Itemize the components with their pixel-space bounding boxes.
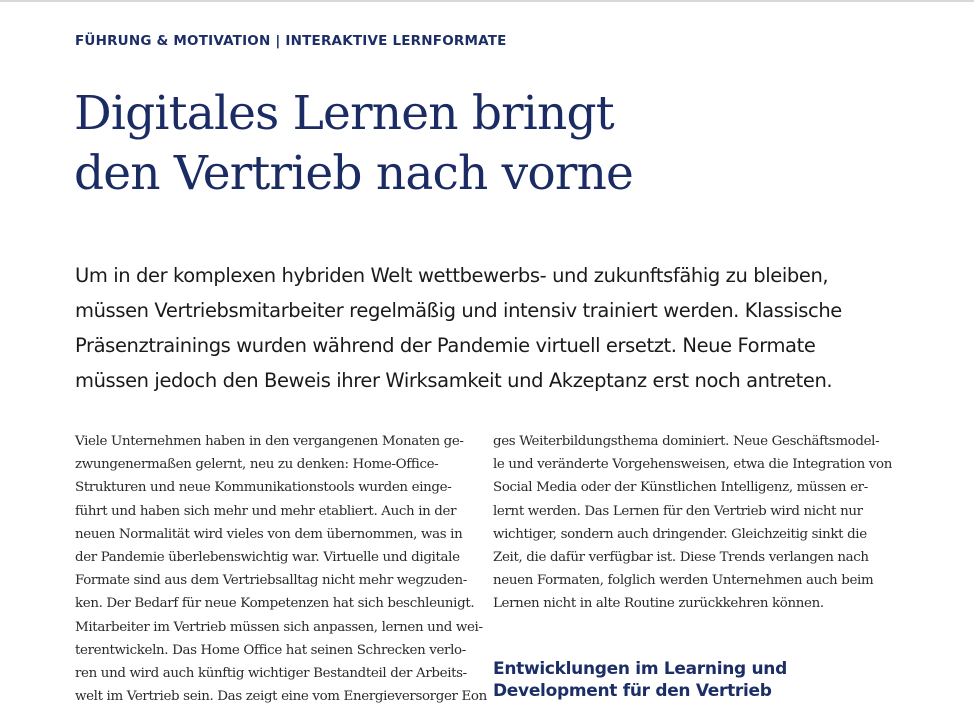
lead-line: Präsenztrainings wurden während der Pandemie virtuell ersetzt. Neue Formate	[75, 334, 816, 357]
article-lead	[75, 258, 955, 398]
body-line: ges Weiterbildungsthema dominiert. Neue Geschäftsmodel-	[493, 434, 880, 449]
article-headline	[74, 84, 633, 204]
subheading-line: Development für den Vertrieb	[493, 681, 772, 701]
body-line: der Pandemie überlebenswichtig war. Virtuelle und digitale	[75, 550, 460, 566]
section-subheading	[493, 658, 787, 702]
body-line: neuen Formaten, folglich werden Unternehmen auch beim	[493, 573, 874, 589]
subheading-line: Entwicklungen im Learning und	[493, 659, 787, 679]
body-line: führt und haben sich mehr und mehr etabliert. Auch in der	[75, 503, 457, 519]
lead-line: müssen Vertriebsmitarbeiter regelmäßig und intensiv trainiert werden. Klassische	[75, 299, 842, 322]
body-line: Strukturen und neue Kommunikationstools wurden einge-	[75, 480, 452, 496]
body-line: zwungenermaßen gelernt, neu zu denken: Home-Office-	[75, 457, 439, 473]
headline-line: Digitales Lernen bringt	[74, 86, 614, 141]
body-line: ken. Der Bedarf für neue Kompetenzen hat sich beschleunigt.	[75, 596, 475, 612]
body-line: Lernen nicht in alte Routine zurückkehren können.	[493, 596, 824, 612]
body-column-left	[75, 430, 487, 708]
body-line: terentwickeln. Das Home Office hat seinen Schrecken verlo-	[75, 642, 466, 658]
section-rubric: FÜHRUNG & MOTIVATION | INTERAKTIVE LERNFORMATE	[75, 33, 507, 49]
body-line: Social Media oder der Künstlichen Intelligenz, müssen er-	[493, 480, 868, 496]
body-column-right	[493, 430, 893, 616]
top-divider	[0, 0, 974, 2]
lead-line: Um in der komplexen hybriden Welt wettbewerbs- und zukunftsfähig zu bleiben,	[75, 264, 829, 287]
body-line: neuen Normalität wird vieles von dem übernommen, was in	[75, 526, 463, 542]
body-line: Mitarbeiter im Vertrieb müssen sich anpassen, lernen und wei-	[75, 619, 483, 635]
lead-line: müssen jedoch den Beweis ihrer Wirksamkeit und Akzeptanz erst noch antreten.	[75, 369, 833, 392]
body-line: Zeit, die dafür verfügbar ist. Diese Trends verlangen nach	[493, 550, 869, 566]
body-line: le und veränderte Vorgehensweisen, etwa die Integration von	[493, 457, 892, 473]
body-line: ren und wird auch künftig wichtiger Bestandteil der Arbeits-	[75, 666, 467, 682]
body-line: lernt werden. Das Lernen für den Vertrieb wird nicht nur	[493, 503, 863, 519]
body-line: Viele Unternehmen haben in den vergangenen Monaten ge-	[75, 434, 464, 449]
headline-line: den Vertrieb nach vorne	[74, 146, 634, 201]
body-line: Formate sind aus dem Vertriebsalltag nicht mehr wegzuden-	[75, 573, 467, 589]
body-line: wichtiger, sondern auch dringender. Gleichzeitig sinkt die	[493, 526, 867, 542]
body-line: welt im Vertrieb sein. Das zeigt eine vom Energieversorger Eon	[75, 689, 487, 705]
